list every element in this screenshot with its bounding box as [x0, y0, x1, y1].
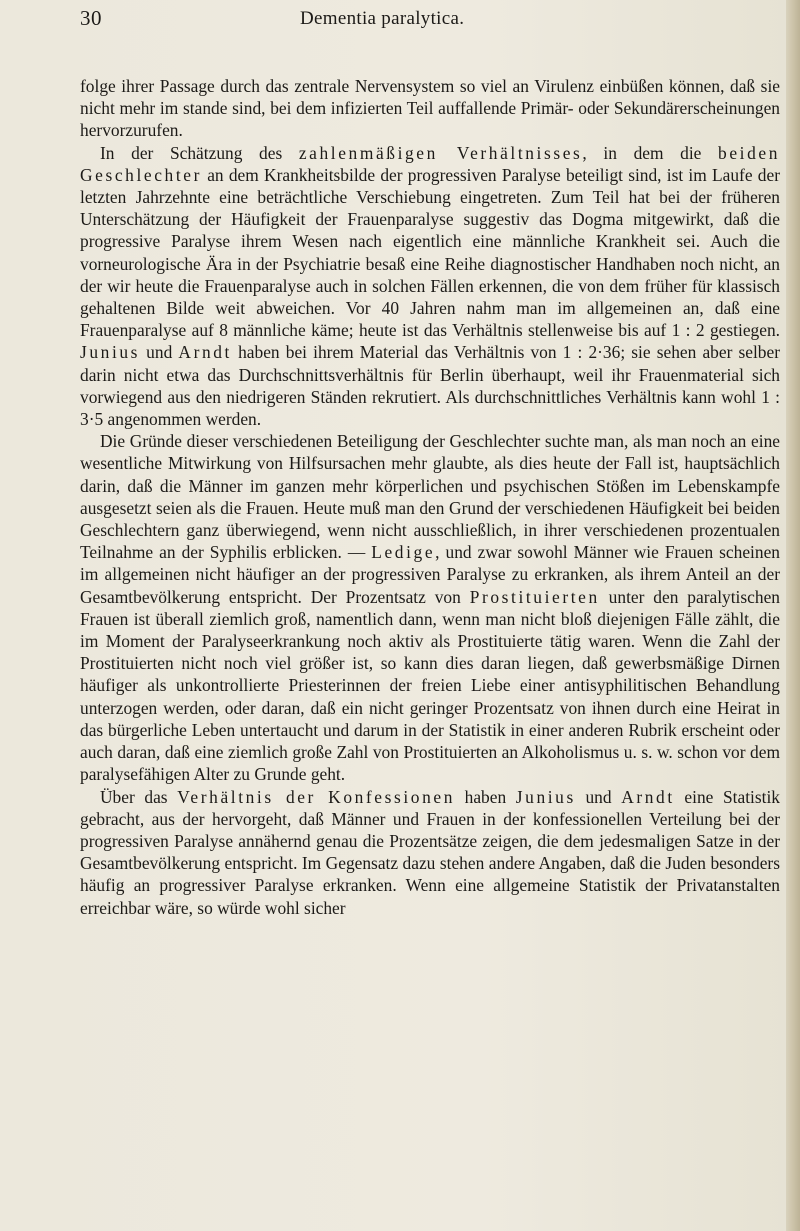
spaced-emphasis: Arndt — [621, 786, 675, 807]
spaced-emphasis: beiden Geschlechter — [80, 142, 780, 185]
spaced-emphasis: Verhältnis der Konfessionen — [177, 786, 455, 807]
text-run: eine Statistik gebracht, aus der hervorgeht, daß Männer und Frauen in der konfessionellen Verteilung bei der progressiven Paralyse annähernd genau die Prozentsätze zeigen, die dem jedesmaligen Satze in der Gesamtbevölkerung entspricht. Im Gegensatz dazu stehen andere Angaben, daß die Juden besonders häufig an progressiver Paralyse erkranken. Wenn eine allgemeine Statistik der Privatanstalten erreichbar wäre, so würde wohl sicher — [80, 786, 780, 918]
text-run: an dem Krankheitsbilde der progressiven Paralyse beteiligt sind, ist im Laufe der letzten Jahrzehnte eine beträchtliche Verschiebung eingetreten. Zum Teil hat bei der früheren Unterschätzung der Häufigkeit der Frauenparalyse suggestiv das Dogma mitgewirkt, daß die progressive Paralyse ihrem Wesen nach eigentlich eine männliche Krankheit sei. Auch die vorneurologische Ära in der Psychiatrie besaß eine Reihe diagnostischer Handhaben noch nicht, an der wir heute die Frauenparalyse auch in solchen Fällen erkennen, die von dem früher für klassisch gehaltenen Bilde weit abweichen. Vor 40 Jahren nahm man im allgemeinen an, daß eine Frauenparalyse auf 8 männliche käme; heute ist das Verhältnis stellenweise bis auf 1 : 2 gestiegen. — [80, 164, 780, 341]
spaced-emphasis: Arndt — [178, 342, 232, 363]
text-run: und — [140, 342, 179, 363]
paragraph-1 — [80, 75, 780, 142]
text-run: unter den paralytischen Frauen ist überall ziemlich groß, namentlich dann, wenn man nicht bloß diejenigen Fälle zählt, die im Moment der Paralyseerkrankung noch aktiv als Prostituierte tätig waren. Wenn die Zahl der Prostituierten nicht noch viel größer ist, so kann dies daran liegen, daß gewerbsmäßige Dirnen häufiger als unkontrollierte Priesterinnen der freien Liebe einer antisyphilitischen Behandlung unterzogen werden, oder daran, daß ein nicht geringer Prozentsatz von ihnen durch eine Heirat in das bürgerliche Leben untertaucht und darum in der Statistik in einer anderen Rubrik erscheint oder auch daran, daß eine ziemlich große Zahl von Prostituierten an Alkoholismus u. s. w. schon vor dem paralysefähigen Alter zu Grunde geht. — [80, 586, 780, 785]
text-run: , in dem die — [582, 142, 719, 163]
text-run: Die Gründe dieser verschiedenen Beteiligung der Geschlechter suchte man, als man noch an eine wesentliche Mitwirkung von Hilfsursachen mehr glaubte, als dies heute der Fall ist, hauptsächlich darin, daß die Männer im ganzen mehr körperlichen und psychischen Stößen im Lebenskampfe ausgesetzt seien als die Frauen. Heute muß man den Grund der verschiedenen Häufigkeit bei beiden Geschlechtern ganz überwiegend, wenn nicht ausschließlich, in ihrer verschiedenen prozentualen Teilnahme an der Syphilis erblicken. — — [80, 431, 780, 563]
text-run: Über das — [100, 786, 178, 807]
spaced-emphasis: Ledige — [371, 542, 436, 563]
running-title: Dementia paralytica. — [300, 8, 465, 29]
spaced-emphasis: Junius — [515, 786, 576, 807]
text-run: und — [575, 786, 622, 807]
text-run: haben bei ihrem Material das Verhältnis von 1 : 2·36; sie sehen aber selber darin nicht etwa das Durchschnittsverhältnis für Berlin überhaupt, weil ihr Frauenmaterial sich vorwiegend aus den niedrigeren Ständen rekrutiert. Als durchschnittliches Verhältnis kann wohl 1 : 3·5 angenommen werden. — [80, 342, 781, 430]
book-spine-edge — [786, 0, 800, 1231]
paragraph-4 — [80, 786, 780, 919]
spaced-emphasis: Junius — [80, 342, 141, 363]
paragraph-3 — [80, 430, 780, 785]
spaced-emphasis: zahlenmäßigen Verhältnisses — [298, 142, 583, 163]
text-run: In der Schätzung des — [100, 142, 299, 163]
spaced-emphasis: Prostituierten — [469, 586, 600, 607]
page-number: 30 — [80, 6, 102, 30]
text-run: haben — [455, 786, 516, 807]
paragraph-2 — [80, 142, 780, 431]
text-run: , und zwar sowohl Männer wie Frauen scheinen im allgemeinen nicht häufiger an der progressiven Paralyse zu erkranken, als ihrem Anteil an der Gesamtbevölkerung entspricht. Der Prozentsatz von — [80, 542, 780, 607]
text-run: folge ihrer Passage durch das zentrale Nervensystem so viel an Virulenz einbüßen können, daß sie nicht mehr im stande sind, bei dem infizierten Teil auffallende Primär- oder Sekundärerscheinungen hervorzurufen. — [80, 76, 780, 141]
body-text — [80, 75, 780, 919]
